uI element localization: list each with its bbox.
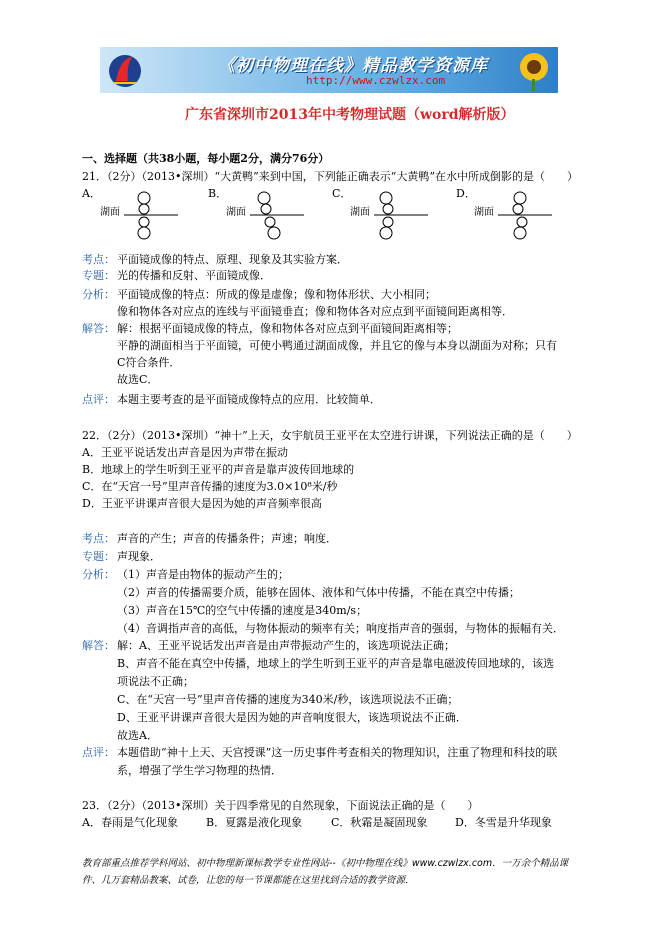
lake-label: 湖面: [100, 207, 120, 218]
q22-zhuanti-label: 专题：: [82, 550, 115, 563]
q22-jieda-6: 故选A．: [117, 729, 158, 742]
q21-jieda-label: 解答：: [82, 322, 115, 335]
q22-option-c: C．在“天宫一号”里声音传播的速度为3.0×10⁸米/秒: [82, 480, 338, 493]
banner-title: 《初中物理在线》精品教学资源库: [218, 56, 488, 76]
q21-fenxi-2: 像和物体各对应点的连线与平面镜垂直；像和物体各对应点到平面镜间距离相等．: [117, 305, 513, 318]
lake-label: 湖面: [474, 207, 494, 218]
q23-option-d: D．冬雪是升华现象: [455, 816, 552, 829]
q21-dianping: 本题主要考查的是平面镜成像特点的应用．比较简单．: [117, 393, 381, 406]
q22-dianping-label: 点评：: [82, 746, 115, 759]
footer-line-2: 件、几万套精品教案、试卷，让您的每一节课都能在这里找到合适的教学资源．: [82, 875, 415, 886]
footer-line-1: 教育部重点推荐学科网站、初中物理新课标教学专业性网站--《初中物理在线》www.czwlzx.com．一万余个精品课: [82, 858, 569, 869]
q21-jieda-3: C符合条件．: [117, 356, 181, 369]
q21-jieda-4: 故选C．: [117, 373, 159, 386]
q21-figure-b: [226, 186, 306, 244]
q21-figure-c: [350, 186, 430, 244]
q21-kaodian: 平面镜成像的特点、原理、现象及其实验方案．: [117, 253, 348, 266]
q22-option-b: B．地球上的学生听到王亚平的声音是靠声波传回地球的: [82, 463, 355, 476]
duck-reflection-icon: [350, 186, 430, 244]
section-heading: 一、选择题（共38小题，每小题2分，满分76分）: [82, 152, 330, 165]
duck-reflection-icon: [100, 186, 180, 244]
q22-dianping-1: 本题借助“神十上天、天宫授课”这一历史事件考查相关的物理知识，注重了物理和科技的联: [117, 746, 558, 759]
q22-zhuanti: 声现象．: [117, 550, 161, 563]
q22-fenxi-4: （4）音调指声音的高低，与物体振动的频率有关；响度指声音的强弱，与物体的振幅有关．: [117, 622, 564, 635]
q22-option-d: D．王亚平讲课声音很大是因为她的声音频率很高: [82, 497, 322, 510]
lake-label: 湖面: [226, 207, 246, 218]
q22-kaodian-label: 考点：: [82, 532, 115, 545]
q22-jieda-label: 解答：: [82, 639, 115, 652]
q21-dianping-label: 点评：: [82, 393, 115, 406]
lake-label: 湖面: [350, 207, 370, 218]
q23-stem: 23．（2分）（2013•深圳）关于四季常见的自然现象，下面说法正确的是（ ）: [82, 799, 479, 812]
duck-reflection-icon: [474, 186, 554, 244]
q21-option-a: A．: [82, 187, 101, 200]
q21-jieda-1: 解：根据平面镜成像的特点，像和物体各对应点到平面镜间距离相等；: [117, 322, 458, 335]
q21-option-c: C．: [332, 187, 352, 200]
page-footer: [82, 855, 587, 889]
q22-stem: 22．（2分）（2013•深圳）“神十”上天，女宇航员王亚平在太空进行讲课，下列说法正确的是（ ）: [82, 429, 578, 442]
q21-figure-a: [100, 186, 180, 244]
q22-fenxi-3: （3）声音在15℃的空气中传播的速度是340m/s；: [117, 604, 368, 617]
sunflower-icon: [504, 49, 552, 91]
q22-option-a: A．王亚平说话发出声音是因为声带在振动: [82, 446, 288, 459]
q22-jieda-1: 解：A、王亚平说话发出声音是由声带振动产生的，该选项说法正确；: [117, 639, 455, 652]
q22-jieda-4: C、在“天宫一号”里声音传播的速度为340米/秒，该选项说法不正确；: [117, 693, 459, 706]
q21-fenxi-1: 平面镜成像的特点：所成的像是虚像；像和物体形状、大小相同；: [117, 288, 436, 301]
q23-option-b: B．夏露是液化现象: [206, 816, 303, 829]
q21-option-b: B．: [208, 187, 228, 200]
q21-zhuanti-label: 专题：: [82, 269, 115, 282]
duck-reflection-icon: [226, 186, 306, 244]
site-logo-icon: [106, 51, 144, 89]
q21-stem: 21．（2分）（2013•深圳）“大黄鸭”来到中国，下列能正确表示“大黄鸭”在水中所成倒影的是（ ）: [82, 170, 578, 183]
q22-fenxi-label: 分析：: [82, 568, 115, 581]
header-banner: [100, 47, 558, 93]
q23-option-a: A．春雨是气化现象: [82, 816, 178, 829]
q21-option-d: D．: [456, 187, 476, 200]
q21-zhuanti: 光的传播和反射、平面镜成像．: [117, 269, 271, 282]
q23-option-c: C．秋霜是凝固现象: [331, 816, 428, 829]
q22-kaodian: 声音的产生；声音的传播条件；声速；响度．: [117, 532, 337, 545]
q21-fenxi-label: 分析：: [82, 288, 115, 301]
q22-jieda-5: D、王亚平讲课声音很大是因为她的声音响度很大，该选项说法不正确．: [117, 711, 467, 724]
banner-url[interactable]: http://www.czwlzx.com: [306, 74, 446, 87]
q21-jieda-2: 平静的湖面相当于平面镜，可使小鸭通过湖面成像，并且它的像与本身以湖面为对称；只有: [117, 339, 557, 352]
q21-kaodian-label: 考点：: [82, 253, 115, 266]
q22-jieda-3: 项说法不正确；: [117, 675, 194, 688]
document-title: 广东省深圳市2013年中考物理试题（word解析版）: [185, 107, 515, 123]
q21-figure-d: [474, 186, 554, 244]
q22-fenxi-2: （2）声音的传播需要介质，能够在固体、液体和气体中传播，不能在真空中传播；: [117, 586, 520, 599]
q22-fenxi-1: （1）声音是由物体的振动产生的；: [117, 568, 289, 581]
q22-jieda-2: B、声音不能在真空中传播，地球上的学生听到王亚平的声音是靠电磁波传回地球的，该选: [117, 657, 555, 670]
q22-dianping-2: 系，增强了学生学习物理的热情．: [117, 764, 282, 777]
